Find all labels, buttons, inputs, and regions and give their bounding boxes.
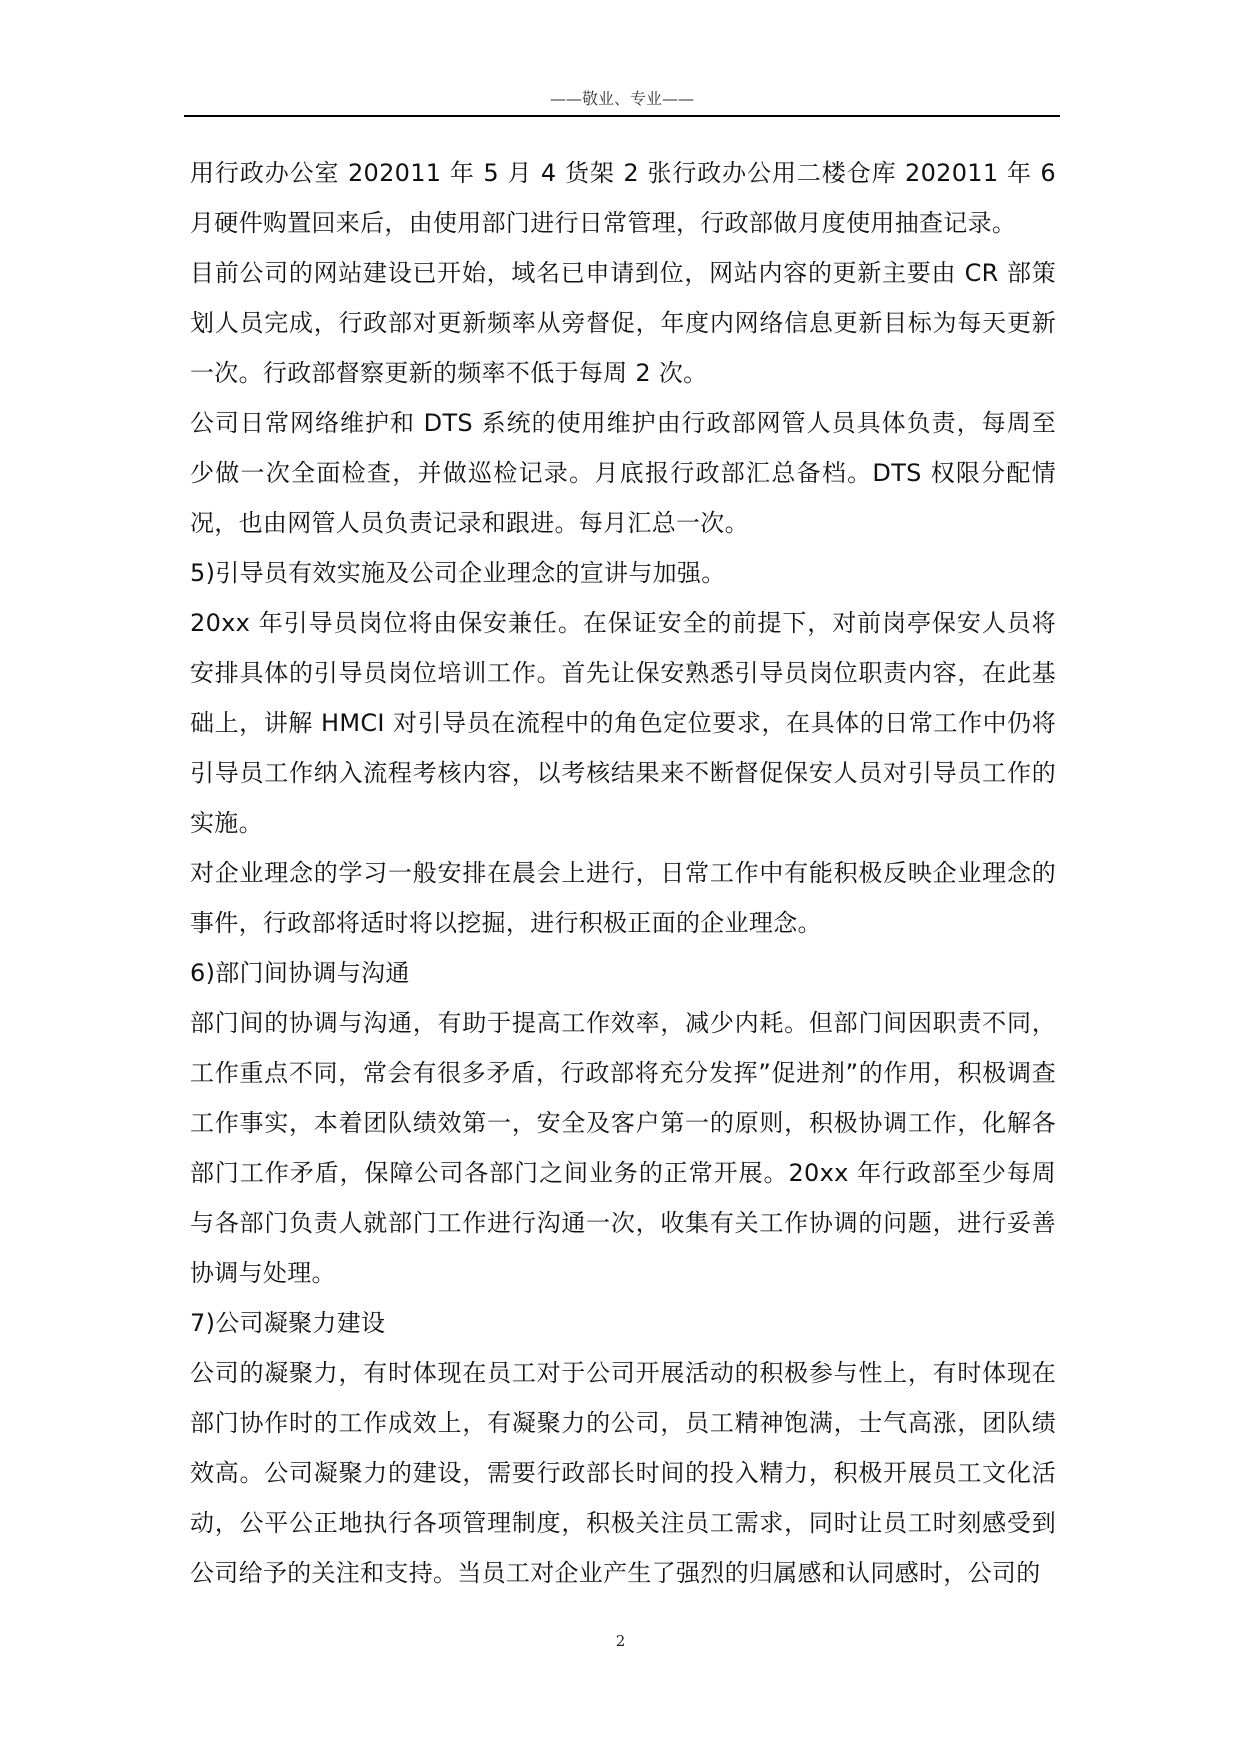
paragraph-coordination: 部门间的协调与沟通，有助于提高工作效率，减少内耗。但部门间因职责不同，工作重点不同，常会有很多矛盾，行政部将充分发挥”促进剂”的作用，积极调查工作事实，本着团队绩效第一，安全及客户第一的原则，积极协调工作，化解各部门工作矛盾，保障公司各部门之间业务的正常开展。20xx 年行政部至少每周与各部门负责人就部门工作进行沟通一次，收集有关工作协调的问题，进行妥善协调与处理。 <box>190 1009 1056 1287</box>
paragraph-cohesion: 公司的凝聚力，有时体现在员工对于公司开展活动的积极参与性上，有时体现在部门协作时的工作成效上，有凝聚力的公司，员工精神饱满，士气高涨，团队绩效高。公司凝聚力的建设，需要行政部长时间的投入精力，积极开展员工文化活动，公平公正地执行各项管理制度，积极关注员工需求，同时让员工时刻感受到公司给予的关注和支持。当员工对企业产生了强烈的归属感和认同感时，公司的 <box>190 1359 1056 1587</box>
paragraph-enterprise-philosophy: 对企业理念的学习一般安排在晨会上进行，日常工作中有能积极反映企业理念的事件，行政部将适时将以挖掘，进行积极正面的企业理念。 <box>190 859 1056 937</box>
document-body <box>190 148 1056 1598</box>
paragraph-network-maintenance: 公司日常网络维护和 DTS 系统的使用维护由行政部网管人员具体负责，每周至少做一次全面检查，并做巡检记录。月底报行政部汇总备档。DTS 权限分配情况，也由网管人员负责记录和跟进。每月汇总一次。 <box>190 409 1056 537</box>
section-heading-cohesion: 7)公司凝聚力建设 <box>190 1309 386 1337</box>
section-heading-guide: 5)引导员有效实施及公司企业理念的宣讲与加强。 <box>190 559 726 587</box>
section-heading-coordination: 6)部门间协调与沟通 <box>190 959 410 987</box>
page-header: ——敬业、专业—— <box>549 89 694 108</box>
paragraph-hardware-purchase: 用行政办公室 202011 年 5 月 4 货架 2 张行政办公用二楼仓库 202011 年 6 月硬件购置回来后，由使用部门进行日常管理，行政部做月度使用抽查记录。 <box>190 159 1056 237</box>
header-divider <box>184 115 1060 117</box>
paragraph-guide-position: 20xx 年引导员岗位将由保安兼任。在保证安全的前提下，对前岗亭保安人员将安排具体的引导员岗位培训工作。首先让保安熟悉引导员岗位职责内容，在此基础上，讲解 HMCI 对引导员在流程中的角色定位要求，在具体的日常工作中仍将引导员工作纳入流程考核内容，以考核结果来不断督促保安人员对引导员工作的实施。 <box>190 609 1056 837</box>
page-number: 2 <box>615 1632 626 1650</box>
paragraph-website-construction: 目前公司的网站建设已开始，域名已申请到位，网站内容的更新主要由 CR 部策划人员完成，行政部对更新频率从旁督促，年度内网络信息更新目标为每天更新一次。行政部督察更新的频率不低于每周 2 次。 <box>190 259 1056 387</box>
